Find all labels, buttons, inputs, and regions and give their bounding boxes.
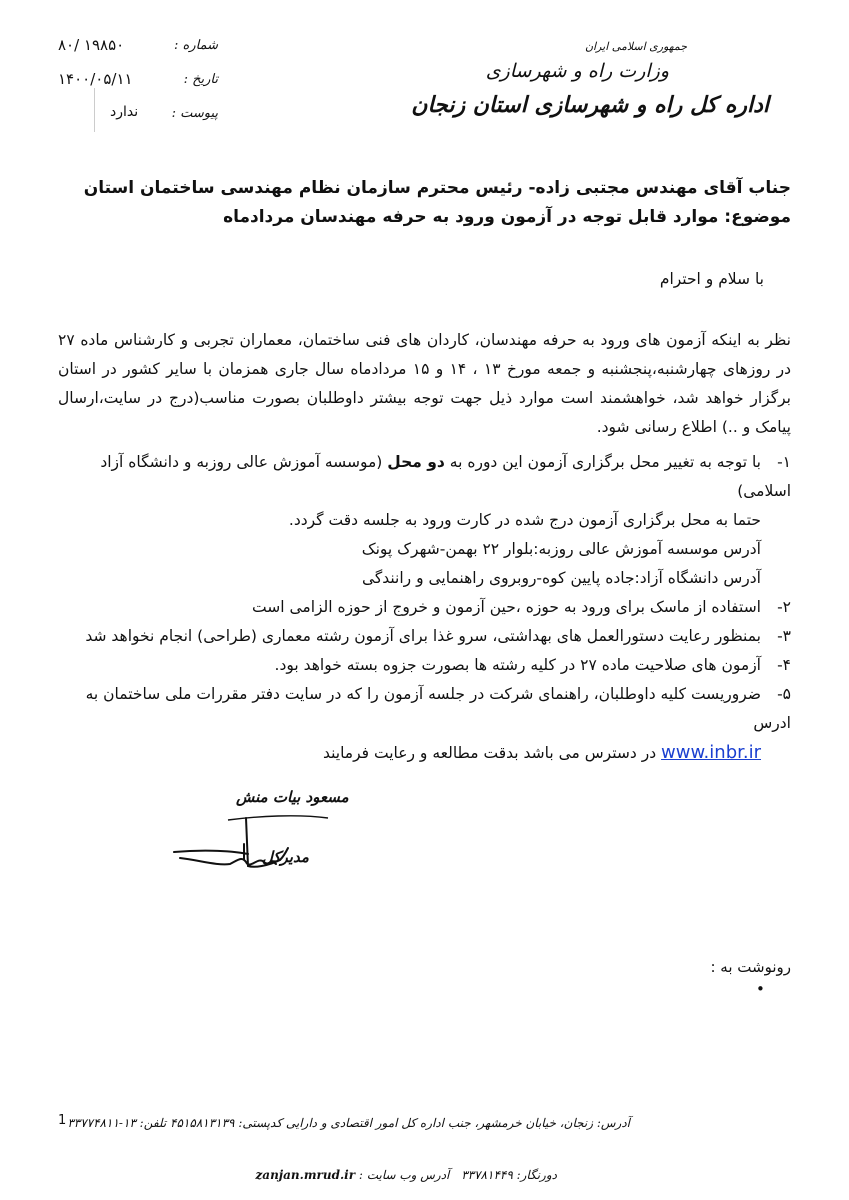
item-text: آزمون های صلاحیت ماده ۲۷ در کلیه رشته ها بصورت جزوه بسته خواهد بود. xyxy=(274,656,761,674)
item-number: ۲- xyxy=(777,598,791,616)
letter-number-row xyxy=(58,36,218,60)
item-text: استفاده از ماسک برای ورود به حوزه ،حین آزمون و خروج از حوزه الزامی است xyxy=(252,598,761,616)
addressee-line: جناب آقای مهندس مجتبی زاده- رئیس محترم سازمان نظام مهندسی ساختمان استان xyxy=(83,178,791,198)
item-text: بمنظور رعایت دستورالعمل های بهداشتی، سرو غذا برای آزمون رشته معماری (طراحی) انجام نخواهد شد xyxy=(85,627,761,645)
inbr-link[interactable]: www.inbr.ir xyxy=(661,742,761,763)
list-item xyxy=(58,680,791,738)
intro-paragraph: نظر به اینکه آزمون های ورود به حرفه مهندسان، کاردان های فنی ساختمان، معماران تجربی و کارشناس ماده ۲۷ در روزهای چهارشنبه،پنجشنبه و جمعه مورخ ۱۳ ، ۱۴ و ۱۵ مردادماه سال جاری همزمان با سایر کشور در استان برگزار خواهد شد، خواهشمند است موارد ذیل جهت توجه بیشتر داوطلبان بصورت مناسب(درج در سایت،ارسال پیامک و ..) اطلاع رسانی شود. xyxy=(58,331,792,436)
letter-number-label: شماره : xyxy=(174,38,218,53)
attachment-value: ندارد xyxy=(110,104,139,120)
list-item xyxy=(58,593,791,622)
item-number: ۵- xyxy=(777,685,791,703)
signatory-name: مسعود بیات منش xyxy=(236,788,349,806)
items-list xyxy=(58,448,791,768)
cc-bullet: • xyxy=(756,980,765,998)
list-item xyxy=(58,651,791,680)
footer-fax: دورنگار: ۳۳۷۸۱۴۴۹ xyxy=(461,1168,557,1182)
item-text: (موسسه آموزش عالی روزبه و دانشگاه آزاد اسلامی) xyxy=(100,453,791,500)
ministry-title: وزارت راه و شهرسازی xyxy=(485,60,669,82)
footer-website-link[interactable]: zanjan.mrud.ir xyxy=(255,1168,356,1182)
letter-date-value: ۱۴۰۰/۰۵/۱۱ xyxy=(58,70,133,88)
meta-divider xyxy=(94,88,95,132)
footer-website-label: آدرس وب سایت : xyxy=(358,1168,450,1182)
item-number: ۱- xyxy=(777,453,791,471)
attachment-row xyxy=(58,104,218,128)
cc-label: رونوشت به : xyxy=(710,958,791,976)
item-text: ضروریست کلیه داوطلبان، راهنمای شرکت در جلسه آزمون را که در سایت دفتر مقررات ملی ساختمان به ادرس xyxy=(85,685,791,732)
list-item xyxy=(58,622,791,651)
greeting: با سلام و احترام xyxy=(659,270,764,288)
signatory-title: مدیرکل xyxy=(262,848,309,866)
item-number: ۳- xyxy=(777,627,791,645)
item-text: با توجه به تغییر محل برگزاری آزمون این دوره به xyxy=(449,453,761,471)
item-continuation xyxy=(58,738,791,768)
item-number: ۴- xyxy=(777,656,791,674)
republic-title: جمهوری اسلامی ایران xyxy=(584,40,687,53)
item-text: در دسترس می باشد بدقت مطالعه و رعایت فرمایند xyxy=(322,744,657,762)
subject-line: موضوع: موارد قابل توجه در آزمون ورود به حرفه مهندسان مردادماه xyxy=(223,207,791,227)
office-title: اداره کل راه و شهرسازی استان زنجان xyxy=(411,92,769,118)
letter-date-row xyxy=(58,70,218,94)
item-bold-text: دو محل xyxy=(387,453,445,471)
letter-number-value: ۸۰/ ۱۹۸۵۰ xyxy=(58,36,125,54)
footer-address: آدرس: زنجان، خیابان خرمشهر، جنب اداره کل امور اقتصادی و دارایی کدپستی: ۴۵۱۵۸۱۳۱۳۹ تلفن: ۱۳-۳۳۷۷۴۸۱۱ xyxy=(67,1116,630,1130)
item-address-rouzbeh: آدرس موسسه آموزش عالی روزبه:بلوار ۲۲ بهمن-شهرک پونک xyxy=(361,540,761,558)
signature-scribble xyxy=(168,800,338,880)
footer-web-row xyxy=(255,1168,557,1182)
attachment-label: پیوست : xyxy=(171,106,218,121)
letter-date-label: تاریخ : xyxy=(183,72,218,87)
item-address-azad: آدرس دانشگاه آزاد:جاده پایین کوه-روبروی راهنمایی و رانندگی xyxy=(361,569,761,587)
item-continuation: حتما به محل برگزاری آزمون درج شده در کارت ورود به جلسه دقت گردد. xyxy=(288,511,761,529)
page-number: 1 xyxy=(58,1113,67,1128)
list-item xyxy=(58,448,791,506)
